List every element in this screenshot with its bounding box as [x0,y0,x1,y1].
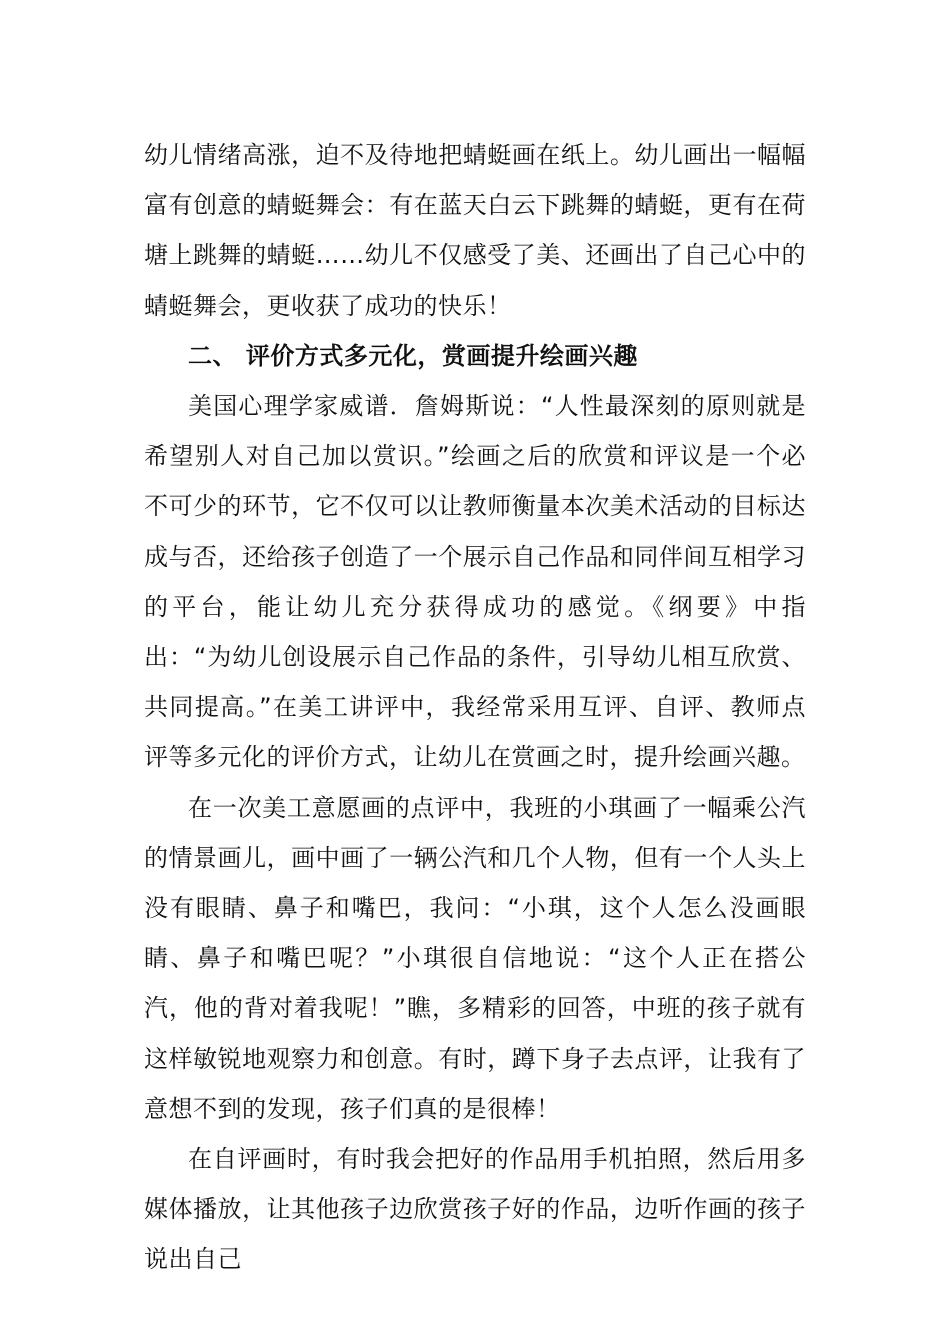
paragraph-continuation: 幼儿情绪高涨，迫不及待地把蜻蜓画在纸上。幼儿画出一幅幅富有创意的蜻蜓舞会：有在蓝天白云下跳舞的蜻蜓，更有在荷塘上跳舞的蜻蜓……幼儿不仅感受了美、还画出了自己心中的蜻蜓舞会，更收获了成功的快乐！ [144,141,806,320]
paragraph-body: 美国心理学家威谱．詹姆斯说：“人性最深刻的原则就是希望别人对自己加以赏识。”绘画之后的欣赏和评议是一个必不可少的环节，它不仅可以让教师衡量本次美术活动的目标达成与否，还给孩子创造了一个展示自己作品和同伴间互相学习的平台，能让幼儿充分获得成功的感觉。《纲要》中指出：“为幼儿创设展示自己作品的条件，引导幼儿相互欣赏、共同提高。”在美工讲评中，我经常采用互评、自评、教师点评等多元化的评价方式，让幼儿在赏画之时，提升绘画兴趣。 [144,392,806,772]
document-body [144,130,806,1285]
paragraph-body: 在一次美工意愿画的点评中，我班的小琪画了一幅乘公汽的情景画儿，画中画了一辆公汽和几个人物，但有一个人头上没有眼睛、鼻子和嘴巴，我问：“小琪，这个人怎么没画眼睛、鼻子和嘴巴呢？”小琪很自信地说：“这个人正在搭公汽，他的背对着我呢！”瞧，多精彩的回答，中班的孩子就有这样敏锐地观察力和创意。有时，蹲下身子去点评，让我有了意想不到的发现，孩子们真的是很棒！ [144,793,806,1123]
paragraph-body: 在自评画时，有时我会把好的作品用手机拍照，然后用多媒体播放，让其他孩子边欣赏孩子好的作品，边听作画的孩子说出自己 [144,1145,806,1274]
section-heading: 二、 评价方式多元化，赏画提升绘画兴趣 [188,341,638,370]
